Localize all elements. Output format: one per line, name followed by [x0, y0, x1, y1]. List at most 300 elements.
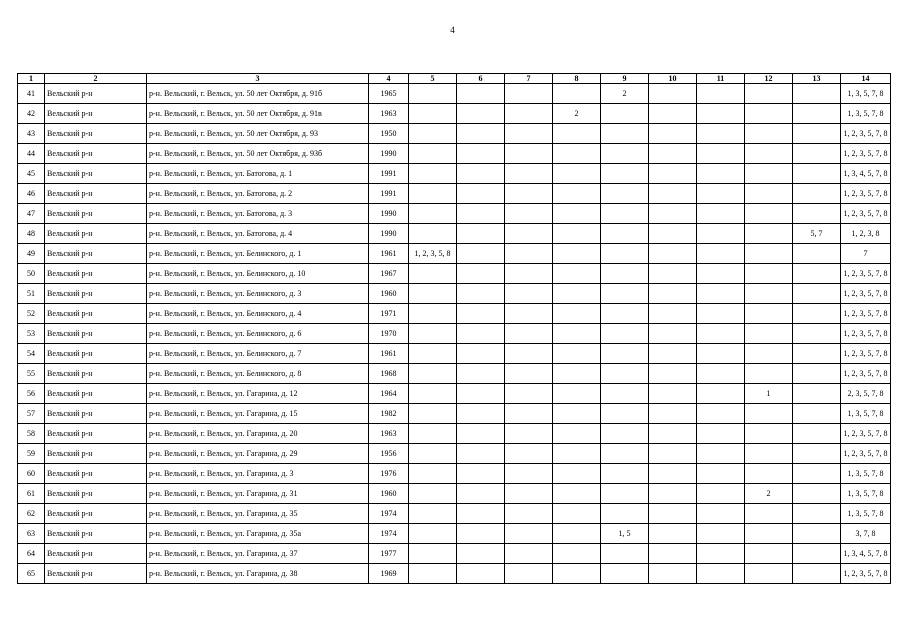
- row-number: 51: [18, 284, 45, 304]
- col8-cell: [553, 504, 601, 524]
- district-cell: Вельский р-н: [45, 104, 147, 124]
- col12-cell: [745, 144, 793, 164]
- address-cell: р-н. Вельский, г. Вельск, ул. 50 лет Октября, д. 93б: [147, 144, 369, 164]
- col8-cell: [553, 124, 601, 144]
- row-number: 63: [18, 524, 45, 544]
- col6-cell: [457, 484, 505, 504]
- address-cell: р-н. Вельский, г. Вельск, ул. Батогова, д. 2: [147, 184, 369, 204]
- col9-cell: [601, 444, 649, 464]
- col12-cell: [745, 164, 793, 184]
- table-row: [18, 564, 891, 584]
- row-number: 60: [18, 464, 45, 484]
- year-cell: 1971: [369, 304, 409, 324]
- col13-cell: [793, 424, 841, 444]
- col8-cell: [553, 344, 601, 364]
- table-row: [18, 424, 891, 444]
- col7-cell: [505, 184, 553, 204]
- col12-cell: [745, 544, 793, 564]
- col9-cell: [601, 204, 649, 224]
- district-cell: Вельский р-н: [45, 404, 147, 424]
- col6-cell: [457, 184, 505, 204]
- col7-cell: [505, 244, 553, 264]
- address-cell: р-н. Вельский, г. Вельск, ул. Гагарина, д. 3: [147, 464, 369, 484]
- row-number: 50: [18, 264, 45, 284]
- table-row: [18, 504, 891, 524]
- col9-cell: 1, 5: [601, 524, 649, 544]
- col9-cell: 2: [601, 84, 649, 104]
- col7-cell: [505, 124, 553, 144]
- row-number: 46: [18, 184, 45, 204]
- col13-cell: [793, 344, 841, 364]
- col5-cell: [409, 344, 457, 364]
- col8-cell: [553, 184, 601, 204]
- col12-cell: [745, 204, 793, 224]
- column-header-2: 2: [45, 74, 147, 84]
- col8-cell: [553, 244, 601, 264]
- district-cell: Вельский р-н: [45, 384, 147, 404]
- col6-cell: [457, 464, 505, 484]
- col12-cell: 1: [745, 384, 793, 404]
- col11-cell: [697, 84, 745, 104]
- col12-cell: [745, 304, 793, 324]
- col12-cell: [745, 444, 793, 464]
- col11-cell: [697, 104, 745, 124]
- col8-cell: [553, 284, 601, 304]
- district-cell: Вельский р-н: [45, 544, 147, 564]
- col8-cell: [553, 524, 601, 544]
- row-number: 54: [18, 344, 45, 364]
- table-row: [18, 284, 891, 304]
- year-cell: 1991: [369, 184, 409, 204]
- col7-cell: [505, 224, 553, 244]
- col8-cell: [553, 304, 601, 324]
- col14-cell: 1, 3, 5, 7, 8: [841, 404, 891, 424]
- district-cell: Вельский р-н: [45, 444, 147, 464]
- col10-cell: [649, 144, 697, 164]
- col7-cell: [505, 564, 553, 584]
- col10-cell: [649, 284, 697, 304]
- table-row: [18, 444, 891, 464]
- col10-cell: [649, 224, 697, 244]
- row-number: 44: [18, 144, 45, 164]
- col10-cell: [649, 124, 697, 144]
- year-cell: 1974: [369, 524, 409, 544]
- row-number: 52: [18, 304, 45, 324]
- district-cell: Вельский р-н: [45, 244, 147, 264]
- col12-cell: [745, 184, 793, 204]
- col14-cell: 1, 2, 3, 5, 7, 8: [841, 184, 891, 204]
- col10-cell: [649, 444, 697, 464]
- col8-cell: [553, 564, 601, 584]
- address-cell: р-н. Вельский, г. Вельск, ул. Белинского, д. 1: [147, 244, 369, 264]
- row-number: 61: [18, 484, 45, 504]
- row-number: 55: [18, 364, 45, 384]
- col7-cell: [505, 204, 553, 224]
- col13-cell: [793, 204, 841, 224]
- district-cell: Вельский р-н: [45, 284, 147, 304]
- col10-cell: [649, 324, 697, 344]
- column-header-3: 3: [147, 74, 369, 84]
- district-cell: Вельский р-н: [45, 484, 147, 504]
- col7-cell: [505, 504, 553, 524]
- table-row: [18, 524, 891, 544]
- col11-cell: [697, 364, 745, 384]
- row-number: 45: [18, 164, 45, 184]
- col11-cell: [697, 564, 745, 584]
- col10-cell: [649, 544, 697, 564]
- col7-cell: [505, 304, 553, 324]
- col9-cell: [601, 184, 649, 204]
- col10-cell: [649, 504, 697, 524]
- col12-cell: [745, 344, 793, 364]
- row-number: 47: [18, 204, 45, 224]
- col13-cell: [793, 284, 841, 304]
- col6-cell: [457, 104, 505, 124]
- col10-cell: [649, 464, 697, 484]
- address-cell: р-н. Вельский, г. Вельск, ул. Гагарина, д. 31: [147, 484, 369, 504]
- address-cell: р-н. Вельский, г. Вельск, ул. Гагарина, д. 37: [147, 544, 369, 564]
- col13-cell: [793, 84, 841, 104]
- col5-cell: [409, 224, 457, 244]
- row-number: 41: [18, 84, 45, 104]
- col13-cell: [793, 484, 841, 504]
- col12-cell: [745, 244, 793, 264]
- year-cell: 1960: [369, 484, 409, 504]
- col6-cell: [457, 124, 505, 144]
- col12-cell: [745, 104, 793, 124]
- col8-cell: [553, 224, 601, 244]
- address-cell: р-н. Вельский, г. Вельск, ул. Гагарина, д. 35: [147, 504, 369, 524]
- col11-cell: [697, 244, 745, 264]
- col13-cell: [793, 124, 841, 144]
- col14-cell: 1, 2, 3, 5, 7, 8: [841, 444, 891, 464]
- col7-cell: [505, 384, 553, 404]
- col5-cell: [409, 184, 457, 204]
- col10-cell: [649, 244, 697, 264]
- col7-cell: [505, 364, 553, 384]
- row-number: 65: [18, 564, 45, 584]
- col6-cell: [457, 224, 505, 244]
- year-cell: 1969: [369, 564, 409, 584]
- address-cell: р-н. Вельский, г. Вельск, ул. Батогова, д. 4: [147, 224, 369, 244]
- table-row: [18, 304, 891, 324]
- column-header-13: 13: [793, 74, 841, 84]
- col13-cell: [793, 504, 841, 524]
- year-cell: 1961: [369, 244, 409, 264]
- col14-cell: 1, 3, 4, 5, 7, 8: [841, 164, 891, 184]
- col5-cell: [409, 164, 457, 184]
- column-header-5: 5: [409, 74, 457, 84]
- col10-cell: [649, 384, 697, 404]
- col14-cell: 1, 3, 5, 7, 8: [841, 484, 891, 504]
- col5-cell: [409, 464, 457, 484]
- address-cell: р-н. Вельский, г. Вельск, ул. Белинского, д. 7: [147, 344, 369, 364]
- column-header-6: 6: [457, 74, 505, 84]
- col5-cell: [409, 404, 457, 424]
- col9-cell: [601, 504, 649, 524]
- col14-cell: 1, 3, 5, 7, 8: [841, 504, 891, 524]
- col12-cell: [745, 124, 793, 144]
- col9-cell: [601, 384, 649, 404]
- year-cell: 1977: [369, 544, 409, 564]
- year-cell: 1964: [369, 384, 409, 404]
- table-row: [18, 184, 891, 204]
- col5-cell: [409, 124, 457, 144]
- col9-cell: [601, 324, 649, 344]
- col6-cell: [457, 144, 505, 164]
- col7-cell: [505, 104, 553, 124]
- col13-cell: [793, 384, 841, 404]
- col9-cell: [601, 364, 649, 384]
- col11-cell: [697, 404, 745, 424]
- col12-cell: [745, 424, 793, 444]
- table-row: [18, 384, 891, 404]
- column-header-11: 11: [697, 74, 745, 84]
- column-header-10: 10: [649, 74, 697, 84]
- col8-cell: [553, 484, 601, 504]
- year-cell: 1990: [369, 204, 409, 224]
- district-cell: Вельский р-н: [45, 424, 147, 444]
- col7-cell: [505, 264, 553, 284]
- table-row: [18, 204, 891, 224]
- table-row: [18, 104, 891, 124]
- district-cell: Вельский р-н: [45, 344, 147, 364]
- col14-cell: 1, 2, 3, 5, 7, 8: [841, 324, 891, 344]
- col13-cell: [793, 564, 841, 584]
- col9-cell: [601, 404, 649, 424]
- col5-cell: [409, 424, 457, 444]
- col14-cell: 1, 2, 3, 5, 7, 8: [841, 424, 891, 444]
- col8-cell: [553, 464, 601, 484]
- col13-cell: [793, 544, 841, 564]
- col10-cell: [649, 524, 697, 544]
- col13-cell: [793, 444, 841, 464]
- row-number: 58: [18, 424, 45, 444]
- year-cell: 1974: [369, 504, 409, 524]
- col13-cell: [793, 364, 841, 384]
- col12-cell: [745, 524, 793, 544]
- col11-cell: [697, 424, 745, 444]
- col12-cell: [745, 364, 793, 384]
- row-number: 56: [18, 384, 45, 404]
- col11-cell: [697, 284, 745, 304]
- col11-cell: [697, 444, 745, 464]
- col11-cell: [697, 164, 745, 184]
- address-cell: р-н. Вельский, г. Вельск, ул. Белинского, д. 4: [147, 304, 369, 324]
- col10-cell: [649, 164, 697, 184]
- col9-cell: [601, 244, 649, 264]
- year-cell: 1960: [369, 284, 409, 304]
- year-cell: 1967: [369, 264, 409, 284]
- row-number: 53: [18, 324, 45, 344]
- col11-cell: [697, 224, 745, 244]
- col14-cell: 1, 2, 3, 5, 7, 8: [841, 204, 891, 224]
- col8-cell: [553, 404, 601, 424]
- col12-cell: [745, 464, 793, 484]
- col11-cell: [697, 484, 745, 504]
- table-row: [18, 324, 891, 344]
- col13-cell: [793, 524, 841, 544]
- col12-cell: [745, 84, 793, 104]
- col11-cell: [697, 464, 745, 484]
- col8-cell: [553, 84, 601, 104]
- col8-cell: [553, 164, 601, 184]
- col5-cell: [409, 264, 457, 284]
- year-cell: 1968: [369, 364, 409, 384]
- address-cell: р-н. Вельский, г. Вельск, ул. 50 лет Октября, д. 93: [147, 124, 369, 144]
- year-cell: 1965: [369, 84, 409, 104]
- col9-cell: [601, 304, 649, 324]
- col5-cell: [409, 444, 457, 464]
- col9-cell: [601, 124, 649, 144]
- col7-cell: [505, 84, 553, 104]
- col5-cell: [409, 524, 457, 544]
- district-cell: Вельский р-н: [45, 364, 147, 384]
- col10-cell: [649, 104, 697, 124]
- column-header-4: 4: [369, 74, 409, 84]
- page-number: 4: [450, 25, 455, 35]
- address-cell: р-н. Вельский, г. Вельск, ул. Белинского, д. 8: [147, 364, 369, 384]
- col5-cell: [409, 544, 457, 564]
- col6-cell: [457, 84, 505, 104]
- col14-cell: 1, 2, 3, 5, 7, 8: [841, 364, 891, 384]
- year-cell: 1950: [369, 124, 409, 144]
- year-cell: 1991: [369, 164, 409, 184]
- column-header-1: 1: [18, 74, 45, 84]
- col9-cell: [601, 224, 649, 244]
- col10-cell: [649, 84, 697, 104]
- col11-cell: [697, 304, 745, 324]
- col6-cell: [457, 404, 505, 424]
- district-cell: Вельский р-н: [45, 124, 147, 144]
- district-cell: Вельский р-н: [45, 324, 147, 344]
- col9-cell: [601, 104, 649, 124]
- col7-cell: [505, 144, 553, 164]
- table-row: [18, 224, 891, 244]
- table-row: [18, 124, 891, 144]
- col6-cell: [457, 564, 505, 584]
- address-cell: р-н. Вельский, г. Вельск, ул. Батогова, д. 3: [147, 204, 369, 224]
- col13-cell: [793, 144, 841, 164]
- year-cell: 1963: [369, 104, 409, 124]
- col14-cell: 1, 3, 5, 7, 8: [841, 84, 891, 104]
- col9-cell: [601, 344, 649, 364]
- year-cell: 1976: [369, 464, 409, 484]
- col10-cell: [649, 484, 697, 504]
- col6-cell: [457, 284, 505, 304]
- address-cell: р-н. Вельский, г. Вельск, ул. Белинского, д. 10: [147, 264, 369, 284]
- column-header-14: 14: [841, 74, 891, 84]
- year-cell: 1956: [369, 444, 409, 464]
- district-cell: Вельский р-н: [45, 184, 147, 204]
- col9-cell: [601, 464, 649, 484]
- col10-cell: [649, 184, 697, 204]
- col14-cell: 1, 2, 3, 5, 7, 8: [841, 344, 891, 364]
- col14-cell: 1, 3, 4, 5, 7, 8: [841, 544, 891, 564]
- col9-cell: [601, 284, 649, 304]
- col14-cell: 3, 7, 8: [841, 524, 891, 544]
- table-row: [18, 244, 891, 264]
- col9-cell: [601, 564, 649, 584]
- table-row: [18, 464, 891, 484]
- address-cell: р-н. Вельский, г. Вельск, ул. 50 лет Октября, д. 91в: [147, 104, 369, 124]
- address-cell: р-н. Вельский, г. Вельск, ул. Белинского, д. 6: [147, 324, 369, 344]
- district-cell: Вельский р-н: [45, 504, 147, 524]
- col7-cell: [505, 324, 553, 344]
- col12-cell: [745, 504, 793, 524]
- col13-cell: [793, 184, 841, 204]
- table-row: [18, 364, 891, 384]
- table-row: [18, 484, 891, 504]
- col12-cell: [745, 284, 793, 304]
- table-row: [18, 84, 891, 104]
- col10-cell: [649, 424, 697, 444]
- col7-cell: [505, 284, 553, 304]
- col5-cell: [409, 564, 457, 584]
- col9-cell: [601, 164, 649, 184]
- col6-cell: [457, 544, 505, 564]
- col10-cell: [649, 204, 697, 224]
- col12-cell: [745, 264, 793, 284]
- col6-cell: [457, 444, 505, 464]
- address-cell: р-н. Вельский, г. Вельск, ул. Гагарина, д. 38: [147, 564, 369, 584]
- col13-cell: [793, 404, 841, 424]
- district-cell: Вельский р-н: [45, 144, 147, 164]
- col14-cell: 1, 3, 5, 7, 8: [841, 464, 891, 484]
- col12-cell: [745, 224, 793, 244]
- col13-cell: [793, 304, 841, 324]
- col14-cell: 1, 2, 3, 5, 7, 8: [841, 124, 891, 144]
- col7-cell: [505, 344, 553, 364]
- col6-cell: [457, 344, 505, 364]
- col11-cell: [697, 524, 745, 544]
- col8-cell: [553, 144, 601, 164]
- col6-cell: [457, 264, 505, 284]
- col12-cell: [745, 404, 793, 424]
- year-cell: 1990: [369, 224, 409, 244]
- col11-cell: [697, 384, 745, 404]
- table-header: [18, 74, 891, 84]
- district-cell: Вельский р-н: [45, 84, 147, 104]
- col11-cell: [697, 264, 745, 284]
- col7-cell: [505, 404, 553, 424]
- col11-cell: [697, 124, 745, 144]
- address-cell: р-н. Вельский, г. Вельск, ул. Белинского, д. 3: [147, 284, 369, 304]
- col8-cell: [553, 544, 601, 564]
- col8-cell: [553, 364, 601, 384]
- col14-cell: 7: [841, 244, 891, 264]
- col6-cell: [457, 384, 505, 404]
- district-cell: Вельский р-н: [45, 224, 147, 244]
- col6-cell: [457, 164, 505, 184]
- col8-cell: [553, 204, 601, 224]
- col8-cell: [553, 264, 601, 284]
- col13-cell: [793, 464, 841, 484]
- address-cell: р-н. Вельский, г. Вельск, ул. Гагарина, д. 15: [147, 404, 369, 424]
- table-row: [18, 404, 891, 424]
- col8-cell: [553, 424, 601, 444]
- col5-cell: 1, 2, 3, 5, 8: [409, 244, 457, 264]
- col14-cell: 1, 2, 3, 5, 7, 8: [841, 284, 891, 304]
- col11-cell: [697, 324, 745, 344]
- column-header-7: 7: [505, 74, 553, 84]
- col14-cell: 1, 2, 3, 5, 7, 8: [841, 564, 891, 584]
- address-cell: р-н. Вельский, г. Вельск, ул. Гагарина, д. 29: [147, 444, 369, 464]
- row-number: 64: [18, 544, 45, 564]
- header-row: [18, 74, 891, 84]
- col5-cell: [409, 364, 457, 384]
- column-header-12: 12: [745, 74, 793, 84]
